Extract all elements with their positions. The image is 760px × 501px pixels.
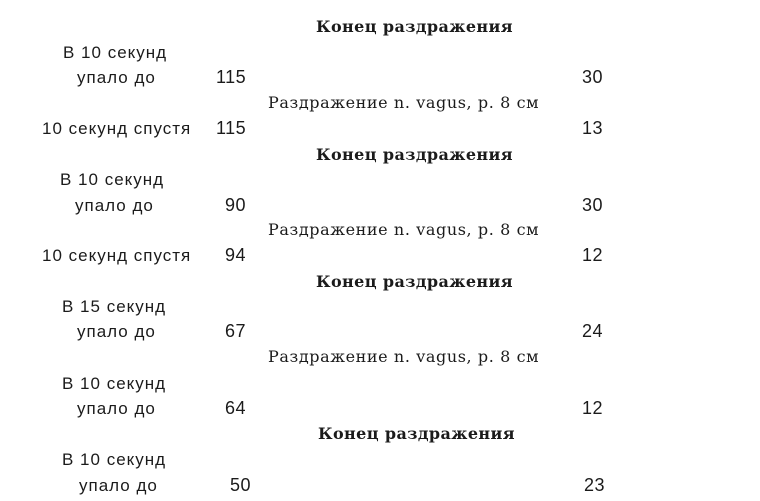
row-value: 50 [230,475,252,495]
interval-label: В 10 секунд [62,450,167,469]
stimulation-end-heading: Конец раздражения [316,272,514,291]
row-right-value: 30 [582,67,604,87]
row-label: упало до [75,196,154,215]
row-label: 10 секунд спустя [42,119,192,138]
row-value: 64 [225,398,247,418]
vagus-stimulation-heading: Раздражение n. vagus, р. 8 см [268,220,540,239]
row-label: упало до [77,399,156,418]
row-label: упало до [79,476,158,495]
row-right-value: 24 [582,321,604,341]
interval-label: В 10 секунд [60,170,165,189]
row-right-value: 12 [582,245,604,265]
stimulation-end-heading: Конец раздражения [318,424,516,443]
row-label: упало до [77,68,156,87]
row-label: 10 секунд спустя [42,246,192,265]
stimulation-end-heading: Конец раздражения [316,17,514,36]
stimulation-end-heading: Конец раздражения [316,145,514,164]
interval-label: В 10 секунд [62,374,167,393]
vagus-stimulation-heading: Раздражение n. vagus, р. 8 см [268,93,540,112]
row-right-value: 30 [582,195,604,215]
row-label: упало до [77,322,156,341]
interval-label: В 15 секунд [62,297,167,316]
vagus-stimulation-heading: Раздражение n. vagus, р. 8 см [268,347,540,366]
interval-label: В 10 секунд [63,43,168,62]
row-value: 115 [216,67,247,87]
row-right-value: 13 [582,118,604,138]
row-value: 90 [225,195,247,215]
row-right-value: 12 [582,398,604,418]
row-right-value: 23 [584,475,606,495]
row-value: 94 [225,245,247,265]
row-value: 115 [216,118,247,138]
row-value: 67 [225,321,247,341]
